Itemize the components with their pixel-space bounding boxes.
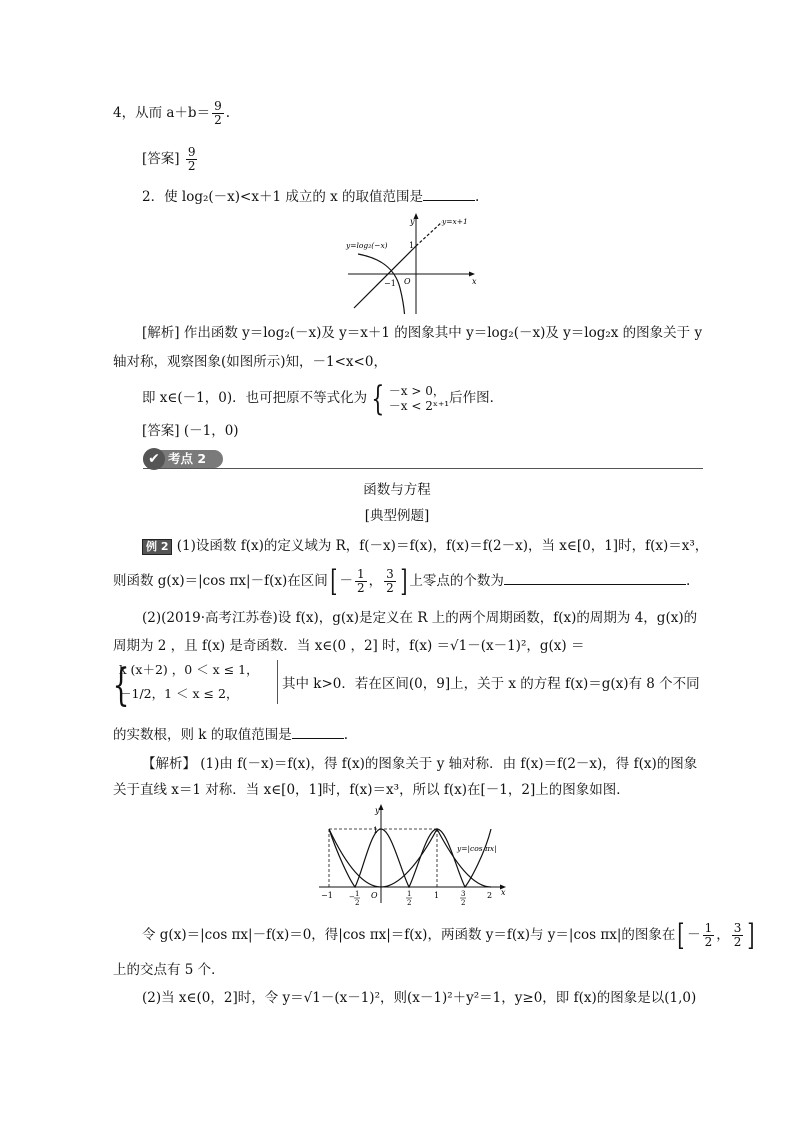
text: 上零点的个数为: [409, 573, 504, 589]
example-line-4: 周期为 2 ，且 f(x) 是奇函数．当 x∈(0 ，2] 时，f(x) ＝√1－(x－1)²，g(x) ＝: [113, 638, 585, 654]
frac-num: 3: [733, 921, 742, 935]
answer-label: [答案]: [142, 423, 180, 439]
fraction: [186, 146, 198, 173]
tick-top-1: 1: [373, 826, 379, 835]
case-2: －1/2，1 ＜ x ≤ 2，: [119, 686, 239, 701]
frac-den: 2: [187, 159, 196, 173]
label-y: y: [375, 806, 380, 815]
text: (1)设函数 f(x)的定义域为 R，f(－x)＝f(x)，f(x)＝f(2－x)，当 x∈[0，1]时，f(x)＝x³，: [176, 538, 709, 554]
tick-1: 1: [409, 241, 415, 250]
label-y: y: [410, 217, 415, 226]
figure-log-line-graph: [340, 210, 485, 318]
line-dashed: [416, 222, 442, 246]
example-line-3: (2)(2019·高考江苏卷)设 f(x)，g(x)是定义在 R 上的两个周期函数，f(x)的周期为 4，g(x)的: [142, 610, 698, 626]
tick-half-den: 2: [407, 899, 412, 907]
frac-den: 2: [386, 581, 394, 595]
piecewise-brace: {: [112, 660, 130, 711]
tick-mhalf-den: 2: [355, 899, 360, 907]
left-bracket: [: [677, 917, 685, 953]
label-origin: O: [371, 891, 378, 900]
left-bracket: [: [330, 563, 338, 599]
f-curve: [329, 829, 491, 887]
fraction: [212, 100, 224, 127]
text: .: [343, 727, 349, 743]
example-tag: 例 2: [142, 539, 172, 555]
solution-line-5: (2)当 x∈(0，2]时，令 y＝√1－(x－1)²，则(x－1)²＋y²＝1，y≥0，即 f(x)的图象是以(1,0): [142, 990, 697, 1006]
example-line-2: [113, 564, 690, 598]
label-origin: O: [404, 277, 411, 286]
example-line-6: [113, 724, 348, 745]
right-bracket: ]: [400, 563, 408, 599]
inequality-system: [389, 384, 449, 414]
answer-blank: [504, 570, 686, 585]
answer-blank: [292, 724, 344, 739]
fraction: [703, 922, 715, 949]
frac-den: 2: [733, 935, 742, 949]
answer-2: [142, 421, 239, 441]
frac-den: 2: [214, 113, 222, 127]
tick-2: 2: [487, 891, 493, 900]
answer-1: [142, 146, 199, 173]
answer-value: (－1，0): [183, 423, 239, 439]
frac-num: 1: [704, 921, 713, 935]
sys-top: －x > 0，: [388, 383, 445, 398]
frac-den: 2: [356, 581, 365, 595]
comma: ，: [716, 927, 730, 943]
section-title: 函数与方程: [363, 482, 431, 498]
analysis-line-1: [解析] 作出函数 y＝log₂(－x)及 y＝x＋1 的图象其中 y＝log₂(－x)及 y＝log₂x 的图象关于 y: [142, 325, 703, 341]
fraction: [732, 922, 744, 949]
minus: －: [339, 573, 353, 589]
text: 令 g(x)＝|cos πx|－f(x)＝0，得|cos πx|＝f(x)，两函数 y＝f(x)与 y＝|cos πx|的图象在: [142, 927, 676, 943]
frac-den: 2: [704, 935, 713, 949]
section-badge-label: 考点 2: [168, 451, 207, 466]
x-arrow: [469, 272, 475, 277]
log-curve: [358, 254, 405, 314]
example-line-5: 其中 k>0．若在区间(0，9]上，关于 x 的方程 f(x)＝g(x)有 8 个不同: [282, 676, 700, 692]
tick-3half-num: 3: [461, 890, 466, 898]
section-divider: [143, 468, 703, 469]
analysis-line-3: [142, 378, 504, 419]
frac-num: 1: [356, 567, 365, 581]
tick-1: 1: [434, 891, 440, 900]
minus: －: [687, 927, 701, 943]
analysis-line-2: 轴对称，观察图象(如图所示)知，－1<x<0，: [113, 354, 387, 370]
text: 后作图．: [449, 390, 504, 406]
figure-cos-graph: [315, 803, 515, 908]
right-bracket: ]: [747, 917, 755, 953]
label-x: x: [472, 277, 477, 286]
tick-minus-1: −1: [321, 891, 333, 900]
system-brace: {: [371, 378, 385, 419]
frac-num: 9: [187, 145, 196, 159]
sys-bottom: －x < 2ˣ⁺¹: [388, 398, 450, 413]
tick-minus-1: −1: [384, 279, 396, 288]
question-2: [142, 186, 479, 207]
cos-curve: [329, 829, 491, 887]
label-line: y=x+1: [442, 217, 468, 226]
fraction: [384, 568, 396, 595]
text: 即 x∈(－1，0)．也可把原不等式化为: [142, 390, 368, 406]
text: 则函数 g(x)＝|cos πx|－f(x)在区间: [113, 573, 328, 589]
comma: ，: [368, 573, 383, 589]
tick-mhalf-num: 1: [355, 890, 360, 898]
answer-continuation-line: [113, 100, 230, 127]
text: .: [475, 189, 480, 205]
solution-line-4: 上的交点有 5 个．: [113, 962, 225, 978]
frac-num: 9: [214, 99, 222, 113]
question-text: 2．使 log₂(－x)<x＋1 成立的 x 的取值范围是: [142, 189, 424, 205]
section-subtitle: [典型例题]: [364, 508, 430, 524]
tick-half-num: 1: [407, 890, 412, 898]
label-cos: y=|cos πx|: [457, 844, 497, 853]
example-line-1: [142, 536, 708, 556]
text: .: [685, 573, 691, 589]
answer-blank: [423, 186, 475, 201]
piecewise-close: [276, 660, 278, 704]
frac-num: 3: [386, 567, 394, 581]
label-log: y=log₂(−x): [346, 241, 388, 250]
check-icon: ✔: [143, 448, 165, 470]
fraction: [355, 568, 367, 595]
solution-line-2: 关于直线 x＝1 对称．当 x∈[0，1]时，f(x)＝x³，所以 f(x)在[－1，2]上的图象如图．: [113, 782, 630, 798]
label-x: x: [501, 888, 506, 897]
solution-line-1: 【解析】 (1)由 f(－x)＝f(x)，得 f(x)的图象关于 y 轴对称．由 f(x)＝f(2－x)，得 f(x)的图象: [142, 756, 698, 772]
text: 4，从而 a＋b＝: [113, 105, 211, 121]
minus: −: [349, 893, 355, 901]
tick-3half-den: 2: [461, 899, 466, 907]
solution-line-3: [142, 918, 757, 952]
text: .: [225, 105, 231, 121]
text: 的实数根，则 k 的取值范围是: [113, 727, 292, 743]
case-1: k (x＋2) ，0 ＜ x ≤ 1，: [119, 662, 259, 677]
answer-label: [答案]: [142, 151, 180, 167]
